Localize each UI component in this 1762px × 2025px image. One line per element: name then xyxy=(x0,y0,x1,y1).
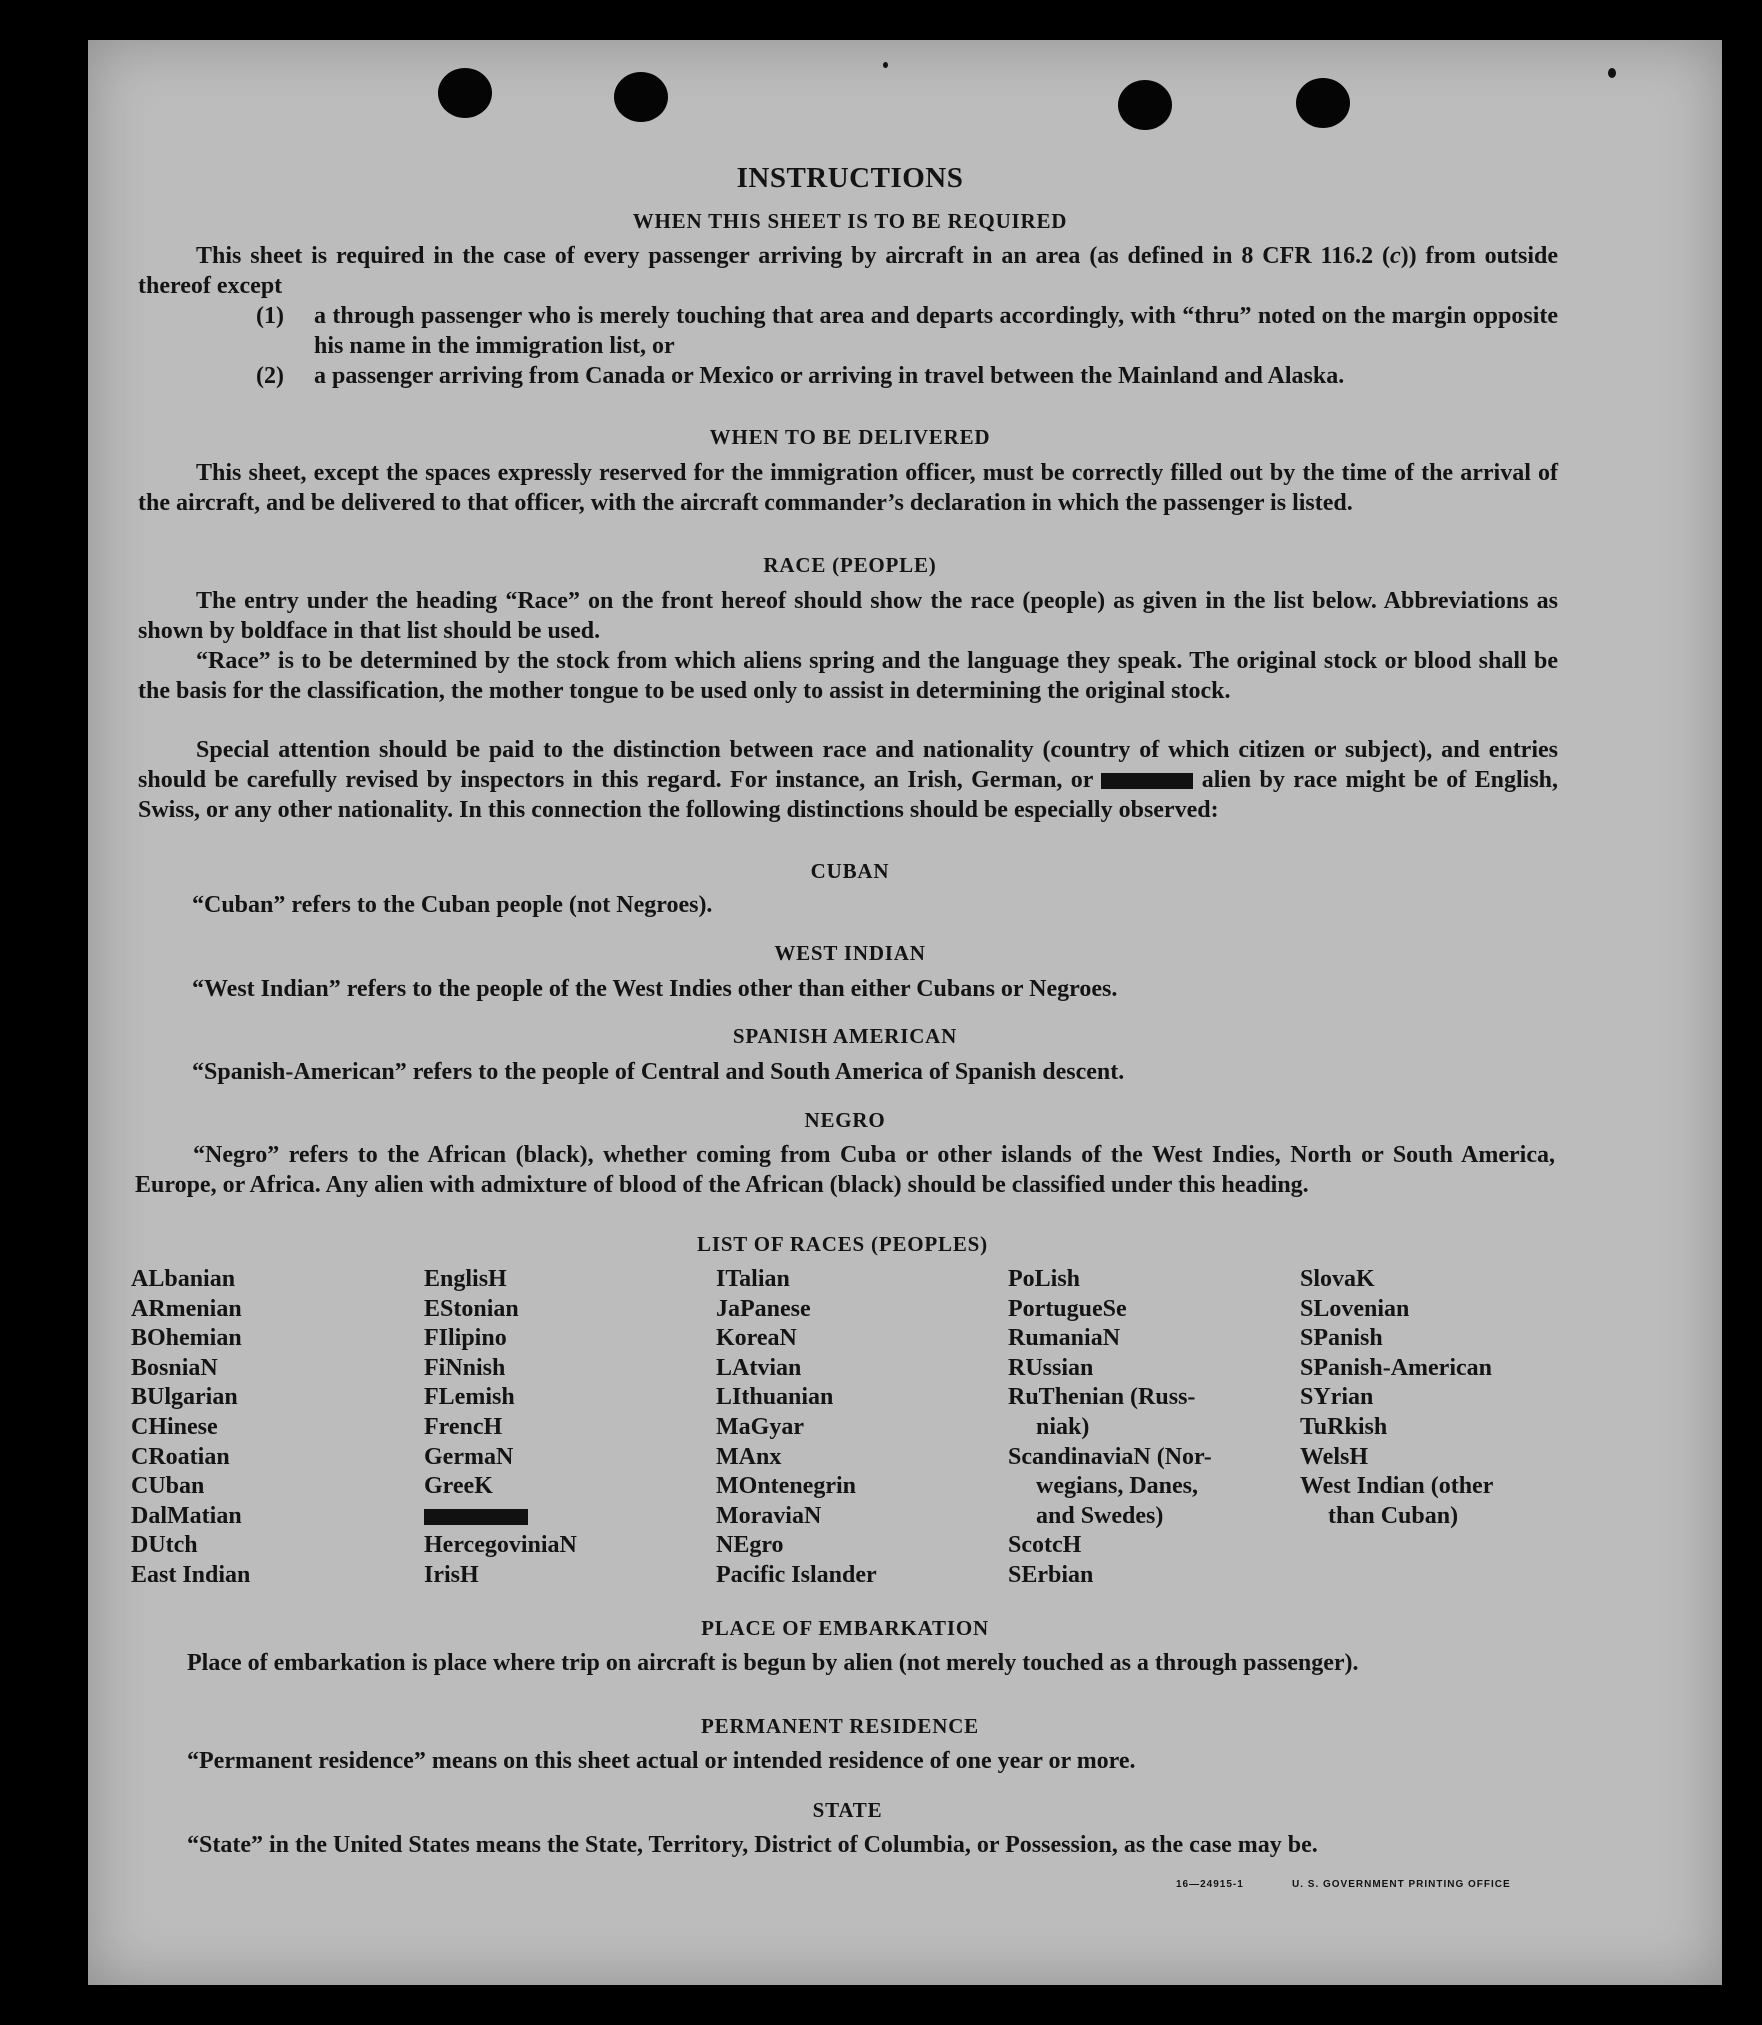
race-item: LAtvian xyxy=(716,1354,802,1381)
race-item: niak) xyxy=(1036,1413,1090,1440)
race-item: Pacific Islander xyxy=(716,1561,877,1588)
heading-spanish-american: SPANISH AMERICAN xyxy=(732,1024,958,1048)
race-item: SPanish xyxy=(1300,1325,1383,1352)
race-item: RumaniaN xyxy=(1008,1325,1121,1352)
race-item: BOhemian xyxy=(131,1325,242,1352)
text: This sheet is required in the case of every passenger arriving by aircraft in an area (as defined in 8 CFR 116.2 ( xyxy=(196,243,1391,269)
race-item: SlovaK xyxy=(1300,1266,1375,1292)
text: alien by race might be of English, Swiss, or any other nationality. In this connection the following distinctions should be especially observed: xyxy=(138,767,1559,823)
race-item: CHinese xyxy=(131,1413,218,1440)
race-item: ScotcH xyxy=(1008,1532,1082,1559)
race-item: ALbanian xyxy=(131,1266,236,1292)
paragraph-when-required xyxy=(138,241,1558,301)
race-item: FIlipino xyxy=(424,1325,507,1352)
race-item: RUssian xyxy=(1008,1354,1094,1381)
paragraph-west-indian: “West Indian” refers to the people of the West Indies other than either Cubans or Negroes. xyxy=(192,976,1118,1002)
heading-permanent-residence: PERMANENT RESIDENCE xyxy=(701,1714,979,1738)
paragraph-cuban: “Cuban” refers to the Cuban people (not Negroes). xyxy=(192,892,713,918)
redaction-mark xyxy=(1101,773,1193,789)
race-item: EStonian xyxy=(424,1295,519,1322)
race-item: GermaN xyxy=(424,1443,514,1470)
race-item: MAnx xyxy=(716,1443,782,1470)
race-item: DUtch xyxy=(131,1532,198,1559)
form-number: 16—24915-1 xyxy=(1176,1879,1244,1890)
race-item: and Swedes) xyxy=(1036,1502,1164,1529)
race-item: RuThenian (Russ- xyxy=(1008,1384,1196,1411)
paragraph-when-delivered: This sheet, except the spaces expressly reserved for the immigration officer, must be correctly filled out by the time of the arrival of the aircraft, and be delivered to that officer, with the aircraft commander’s declaration in which the passenger is listed. xyxy=(138,460,1558,516)
punch-hole xyxy=(1118,80,1172,130)
race-item: West Indian (other xyxy=(1300,1473,1494,1500)
race-item: MoraviaN xyxy=(716,1502,822,1529)
punch-hole xyxy=(1296,78,1350,128)
page-title: INSTRUCTIONS xyxy=(736,162,964,194)
redaction-mark xyxy=(424,1509,528,1525)
heading-cuban: CUBAN xyxy=(810,859,890,883)
paragraph-place-of-embarkation: Place of embarkation is place where trip on aircraft is begun by alien (not merely touched as a through passenger). xyxy=(187,1650,1359,1676)
race-item: PoLish xyxy=(1008,1266,1081,1292)
item-number: (2) xyxy=(256,363,284,389)
paragraph-state: “State” in the United States means the State, Territory, District of Columbia, or Possession, as the case may be. xyxy=(187,1832,1318,1858)
heading-state: STATE xyxy=(812,1798,883,1822)
text-bold: except xyxy=(216,273,283,299)
text: Special attention should be paid to the distinction between race and nationality (country of which citizen or subject), and entries should be carefully revised by inspectors in this regard. For instance, an Irish, German, or xyxy=(138,737,1558,793)
heading-west-indian: WEST INDIAN xyxy=(774,941,926,965)
race-item: SYrian xyxy=(1300,1384,1374,1411)
punch-hole xyxy=(438,68,492,118)
heading-place-of-embarkation: PLACE OF EMBARKATION xyxy=(701,1616,989,1640)
heading-when-required: WHEN THIS SHEET IS TO BE REQUIRED xyxy=(632,209,1068,233)
race-item-redacted xyxy=(424,1502,577,1532)
item-text xyxy=(286,301,1558,361)
race-item: FiNnish xyxy=(424,1354,506,1381)
race-item: LIthuanian xyxy=(716,1384,834,1411)
paragraph-race-3 xyxy=(138,735,1558,825)
race-item: CRoatian xyxy=(131,1443,230,1470)
item1-text: a through passenger who is merely touching that area and departs accordingly, with “thru” noted on the margin opposite his name in the immigration list, or xyxy=(314,303,1558,359)
paragraph-spanish-american: “Spanish-American” refers to the people of Central and South America of Spanish descent. xyxy=(192,1059,1125,1085)
race-item: GreeK xyxy=(424,1473,493,1500)
race-item: BosniaN xyxy=(131,1354,218,1381)
race-item: CUban xyxy=(131,1473,205,1500)
paragraph-negro: “Negro” refers to the African (black), whether coming from Cuba or other islands of the West Indies, North or South America, Europe, or Africa. Any alien with admixture of blood of the African (black) should be classified under this heading. xyxy=(135,1142,1555,1198)
race-item: WelsH xyxy=(1300,1443,1369,1470)
item2-text: a passenger arriving from Canada or Mexico or arriving in travel between the Mainland and Alaska. xyxy=(314,363,1345,389)
text: )) from outside thereof xyxy=(138,243,1558,299)
race-item: FLemish xyxy=(424,1384,515,1411)
printer-credit: U. S. GOVERNMENT PRINTING OFFICE xyxy=(1292,1879,1511,1890)
race-column-3 xyxy=(716,1265,877,1591)
heading-race: RACE (PEOPLE) xyxy=(763,553,937,577)
paragraph-race-2: “Race” is to be determined by the stock from which aliens spring and the language they speak. The original stock or blood shall be the basis for the classification, the mother tongue to be used only to assist in determining the original stock. xyxy=(138,648,1558,704)
race-item: wegians, Danes, xyxy=(1036,1473,1199,1500)
race-item: SLovenian xyxy=(1300,1295,1410,1322)
heading-negro: NEGRO xyxy=(804,1108,886,1132)
race-item: HercegoviniaN xyxy=(424,1532,577,1559)
race-column-1 xyxy=(131,1265,250,1591)
heading-when-delivered: WHEN TO BE DELIVERED xyxy=(709,425,991,449)
race-column-2 xyxy=(424,1265,577,1591)
race-column-5 xyxy=(1300,1265,1493,1531)
race-item: EnglisH xyxy=(424,1266,507,1292)
race-item: ARmenian xyxy=(131,1295,242,1322)
race-item: MaGyar xyxy=(716,1413,804,1440)
race-item: IrisH xyxy=(424,1561,479,1588)
text: in that list should be used. xyxy=(327,618,601,644)
text: The entry under the heading “Race” on the front hereof should show the race (people) as given in the list below. Abbreviations as shown by xyxy=(138,588,1558,644)
race-item: ITalian xyxy=(716,1266,790,1292)
speck xyxy=(883,62,888,68)
race-item: SErbian xyxy=(1008,1561,1094,1588)
item-number: (1) xyxy=(256,303,284,329)
text-italic: c xyxy=(1390,243,1401,269)
punch-hole xyxy=(614,72,668,122)
race-item: TuRkish xyxy=(1300,1413,1388,1440)
heading-list-of-races: LIST OF RACES (PEOPLES) xyxy=(697,1232,988,1256)
race-item: FrencH xyxy=(424,1413,503,1440)
item-text xyxy=(314,361,1558,391)
race-item: DalMatian xyxy=(131,1502,242,1529)
text-bold: boldface xyxy=(240,618,328,644)
race-item: BUlgarian xyxy=(131,1384,238,1411)
race-item: SPanish-American xyxy=(1300,1354,1492,1381)
race-item: JaPanese xyxy=(716,1295,811,1322)
race-item: NEgro xyxy=(716,1532,784,1559)
paragraph-permanent-residence: “Permanent residence” means on this sheet actual or intended residence of one year or more. xyxy=(187,1748,1136,1774)
race-column-4 xyxy=(1008,1265,1212,1591)
race-item: ScandinaviaN (Nor- xyxy=(1008,1443,1212,1470)
paragraph-race-1 xyxy=(138,586,1558,646)
race-item: MOntenegrin xyxy=(716,1473,856,1500)
race-item: PortugueSe xyxy=(1008,1295,1127,1322)
speck xyxy=(1608,68,1616,78)
race-item: than Cuban) xyxy=(1328,1502,1459,1529)
race-item: East Indian xyxy=(131,1561,251,1588)
race-item: KoreaN xyxy=(716,1325,797,1352)
